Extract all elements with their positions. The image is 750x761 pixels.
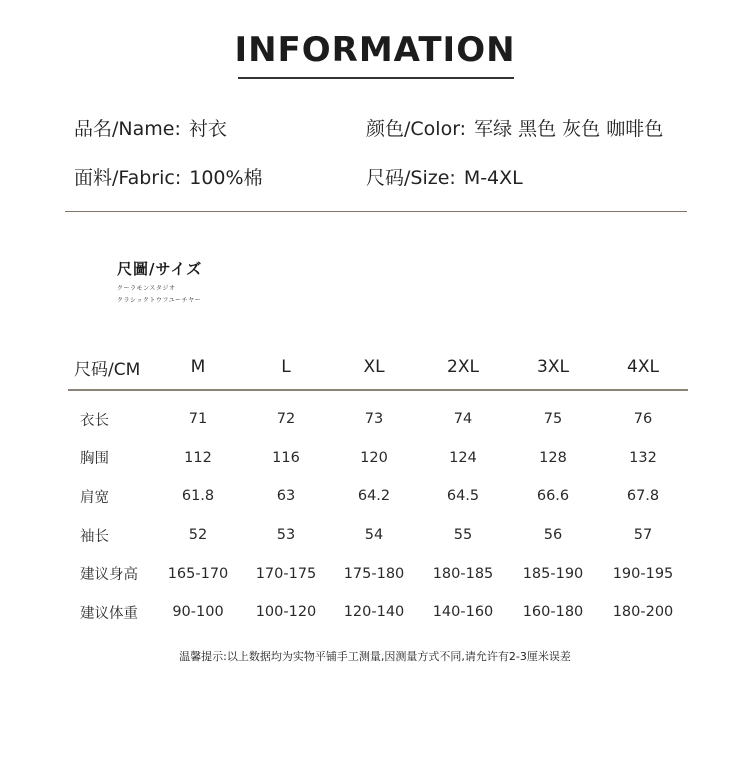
table-header-size: XL — [363, 357, 385, 377]
table-cell: 66.6 — [536, 488, 570, 505]
table-cell: 55 — [453, 527, 473, 544]
row-label: 衣长 — [80, 412, 109, 429]
table-cell: 120-140 — [343, 604, 405, 621]
table-cell: 64.5 — [446, 488, 480, 505]
info-color — [366, 114, 663, 141]
title-underline — [238, 77, 514, 79]
color-label: 颜色/Color: — [366, 118, 467, 140]
fabric-label: 面料/Fabric: — [74, 167, 182, 189]
table-header-size: 2XL — [447, 357, 479, 377]
table-cell: 180-200 — [612, 604, 674, 621]
table-cell: 185-190 — [522, 565, 584, 582]
table-cell: 175-180 — [343, 565, 405, 582]
table-cell: 190-195 — [612, 565, 674, 582]
size-logo — [117, 258, 202, 304]
table-cell: 53 — [276, 527, 296, 544]
table-header-size: 4XL — [627, 357, 659, 377]
table-cell: 76 — [633, 411, 653, 428]
table-row — [68, 516, 688, 555]
table-cell: 57 — [633, 527, 653, 544]
table-cell: 52 — [188, 527, 208, 544]
table-cell: 160-180 — [522, 604, 584, 621]
row-label: 建议体重 — [80, 605, 138, 622]
table-cell: 63 — [276, 488, 296, 505]
table-row — [68, 439, 688, 478]
table-cell: 116 — [272, 449, 300, 466]
row-label: 袖长 — [80, 528, 109, 545]
table-cell: 75 — [543, 411, 563, 428]
table-cell: 72 — [276, 411, 296, 428]
table-cell: 56 — [543, 527, 563, 544]
table-cell: 140-160 — [432, 604, 494, 621]
page-title: INFORMATION — [234, 30, 516, 70]
table-header-size: M — [190, 357, 206, 377]
table-header-size: 3XL — [537, 357, 569, 377]
row-label: 胸围 — [80, 451, 109, 468]
table-cell: 100-120 — [255, 604, 317, 621]
table-header-size: L — [281, 357, 291, 377]
size-value: M-4XL — [463, 167, 523, 189]
row-label: 建议身高 — [80, 567, 138, 584]
table-cell: 165-170 — [167, 565, 229, 582]
logo-sub-text-1: クーラモンスタジオ — [117, 285, 176, 292]
size-label: 尺码/Size: — [366, 167, 456, 189]
table-cell: 132 — [629, 449, 657, 466]
row-label: 肩宽 — [80, 489, 109, 506]
measurement-note: 温馨提示:以上数据均为实物平铺手工测量,因测量方式不同,请允许有2-3厘米误差 — [179, 650, 571, 663]
table-header-row — [68, 345, 688, 390]
table-row — [68, 554, 688, 593]
fabric-value: 100%棉 — [189, 167, 263, 189]
table-row — [68, 390, 688, 439]
table-cell: 128 — [539, 449, 567, 466]
section-divider — [65, 211, 687, 212]
table-cell: 54 — [364, 527, 384, 544]
color-value: 军绿 黑色 灰色 咖啡色 — [474, 118, 664, 140]
table-cell: 73 — [364, 411, 384, 428]
size-table — [68, 345, 688, 632]
table-cell: 74 — [453, 411, 473, 428]
table-cell: 71 — [188, 411, 208, 428]
table-cell: 180-185 — [432, 565, 494, 582]
logo-main-text: 尺圖/サイズ — [117, 260, 203, 278]
table-row — [68, 477, 688, 516]
table-cell: 64.2 — [357, 488, 391, 505]
name-value: 衬衣 — [188, 118, 227, 140]
info-size — [366, 163, 523, 190]
table-cell: 67.8 — [626, 488, 660, 505]
logo-sub-text-2: クラシックトウフユーチヤー — [117, 297, 202, 304]
table-cell: 120 — [360, 449, 388, 466]
table-cell: 90-100 — [172, 604, 224, 621]
info-name — [74, 114, 227, 141]
table-row — [68, 593, 688, 632]
table-cell: 112 — [184, 449, 212, 466]
table-cell: 170-175 — [255, 565, 317, 582]
info-fabric — [74, 163, 263, 190]
table-cell: 124 — [449, 449, 477, 466]
table-cell: 61.8 — [181, 488, 215, 505]
name-label: 品名/Name: — [74, 118, 181, 140]
table-header-label: 尺码/CM — [74, 359, 141, 380]
